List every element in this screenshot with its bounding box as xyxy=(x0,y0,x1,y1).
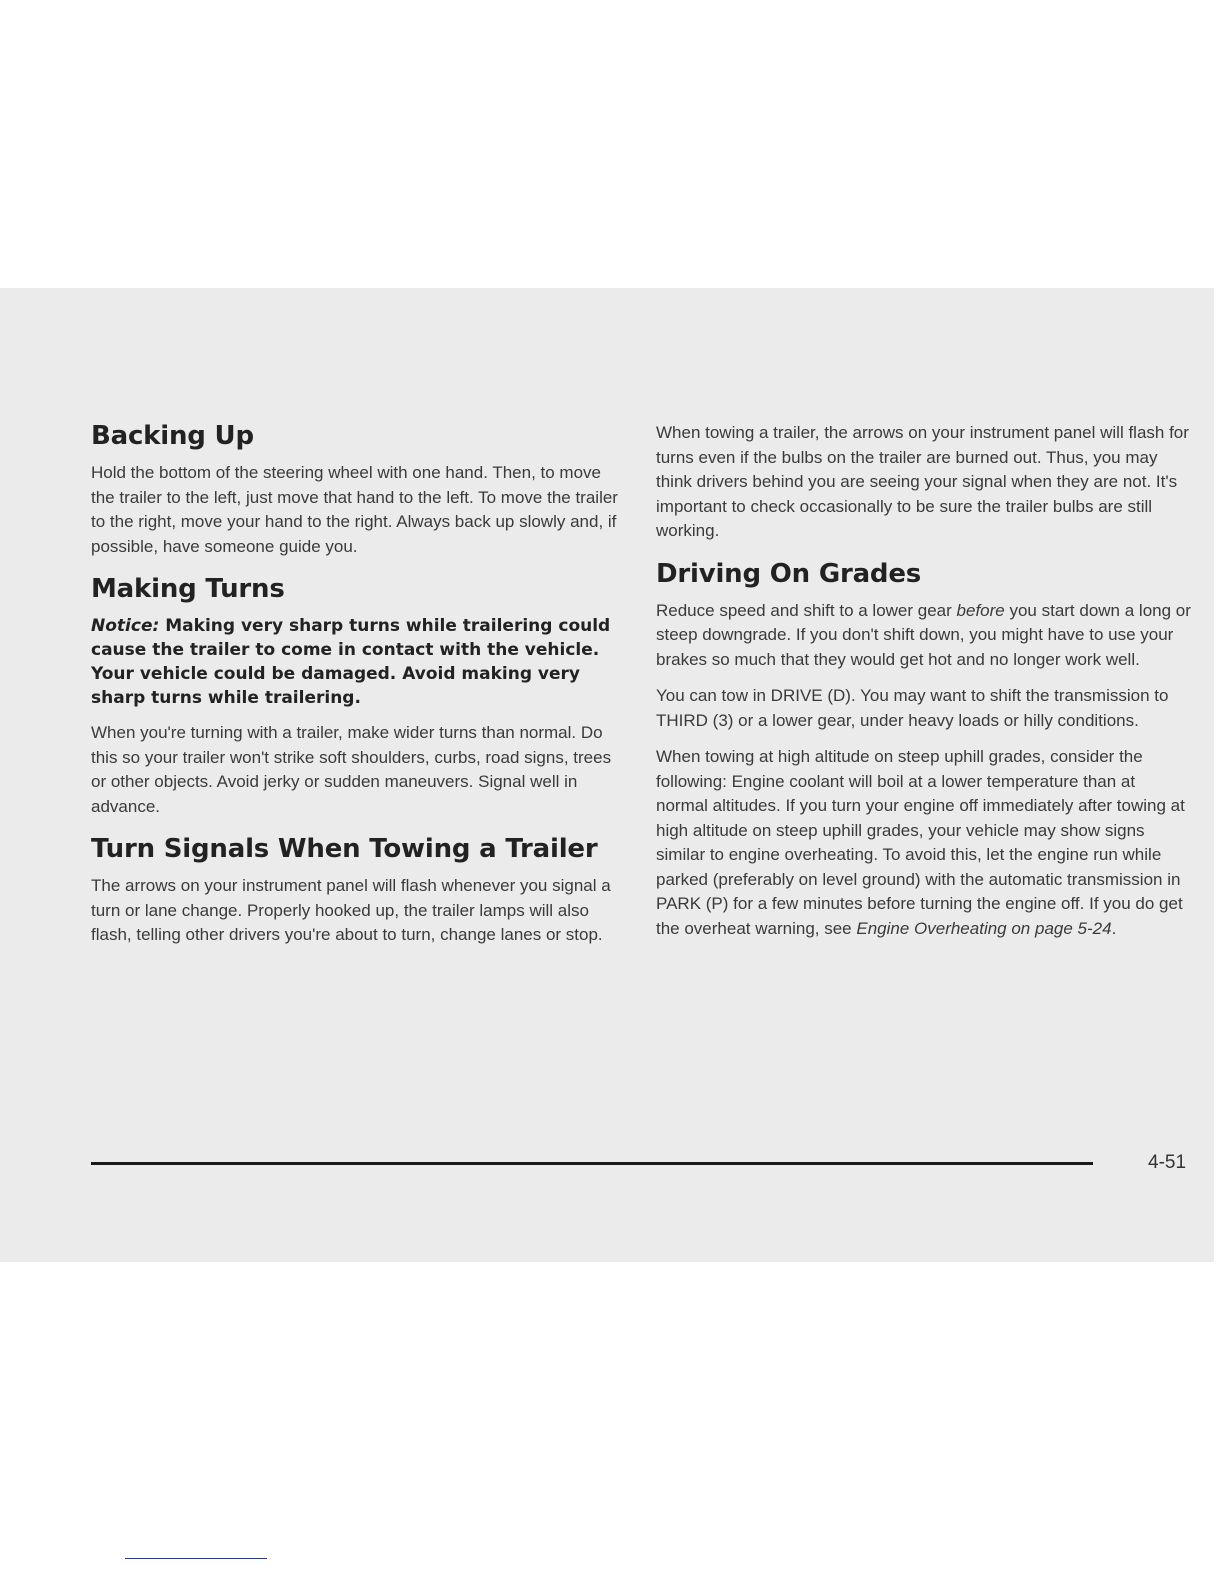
notice-text: Making very sharp turns while trailering could cause the trailer to come in contact with the vehicle. Your vehicle could be damaged. Avoid making very sharp turns while trailering. xyxy=(91,616,611,708)
notice-label: Notice: xyxy=(91,616,160,636)
making-turns-body: When you're turning with a trailer, make wider turns than normal. Do this so your trailer won't strike soft shoulders, curbs, road signs, trees or other objects. Avoid jerky or sudden maneuvers. Signal well in advance. xyxy=(91,723,612,816)
turn-signals-body: The arrows on your instrument panel will flash whenever you signal a turn or lane change. Properly hooked up, the trailer lamps will also flash, telling other drivers you're about to turn, change lanes or stop. xyxy=(91,876,611,944)
heading-making-turns: Making Turns xyxy=(91,574,285,604)
grades-p1-emphasis: before xyxy=(956,600,1005,620)
grades-paragraph-1 xyxy=(656,599,1191,673)
page-number: 4-51 xyxy=(1148,1152,1187,1173)
engine-overheating-reference[interactable]: Engine Overheating on page 5-24 xyxy=(856,918,1112,938)
heading-turn-signals: Turn Signals When Towing a Trailer xyxy=(91,834,598,864)
bottom-short-rule xyxy=(125,1558,267,1559)
grades-p1-after: you start down a long or steep downgrade. If you don't shift down, you might have to use your brakes so much that they would get hot and no longer work well. xyxy=(656,600,1191,669)
left-column xyxy=(91,420,621,960)
right-column xyxy=(656,421,1191,953)
grades-paragraph-2: You can tow in DRIVE (D). You may want to shift the transmission to THIRD (3) or a lower gear, under heavy loads or hilly conditions. xyxy=(656,686,1169,730)
grades-p3-text: When towing at high altitude on steep uphill grades, consider the following: Engine coolant will boil at a lower temperature than at normal altitudes. If you turn your engine off immediately after towing at high altitude on steep uphill grades, your vehicle may show signs similar to engine overheating. To avoid this, let the engine run while parked (preferably on level ground) with the automatic transmission in PARK (P) for a few minutes before turning the engine off. If you do get the overheat warning, see xyxy=(656,747,1185,938)
footer-rule xyxy=(91,1162,1093,1165)
heading-backing-up: Backing Up xyxy=(91,421,254,451)
backing-up-body: Hold the bottom of the steering wheel with one hand. Then, to move the trailer to the left, just move that hand to the left. To move the trailer to the right, move your hand to the right. Always back up slowly and, if possible, have someone guide you. xyxy=(91,463,618,556)
notice-block xyxy=(91,614,621,710)
turn-signals-intro: When towing a trailer, the arrows on your instrument panel will flash for turns even if the bulbs on the trailer are burned out. Thus, you may think drivers behind you are seeing your signal when they are not. It's important to check occasionally to be sure the trailer bulbs are still working. xyxy=(656,423,1189,540)
heading-driving-on-grades: Driving On Grades xyxy=(656,558,922,589)
grades-paragraph-3 xyxy=(656,745,1191,941)
grades-p1-before: Reduce speed and shift to a lower gear xyxy=(656,600,957,620)
grades-p3-end: . xyxy=(1111,918,1117,938)
